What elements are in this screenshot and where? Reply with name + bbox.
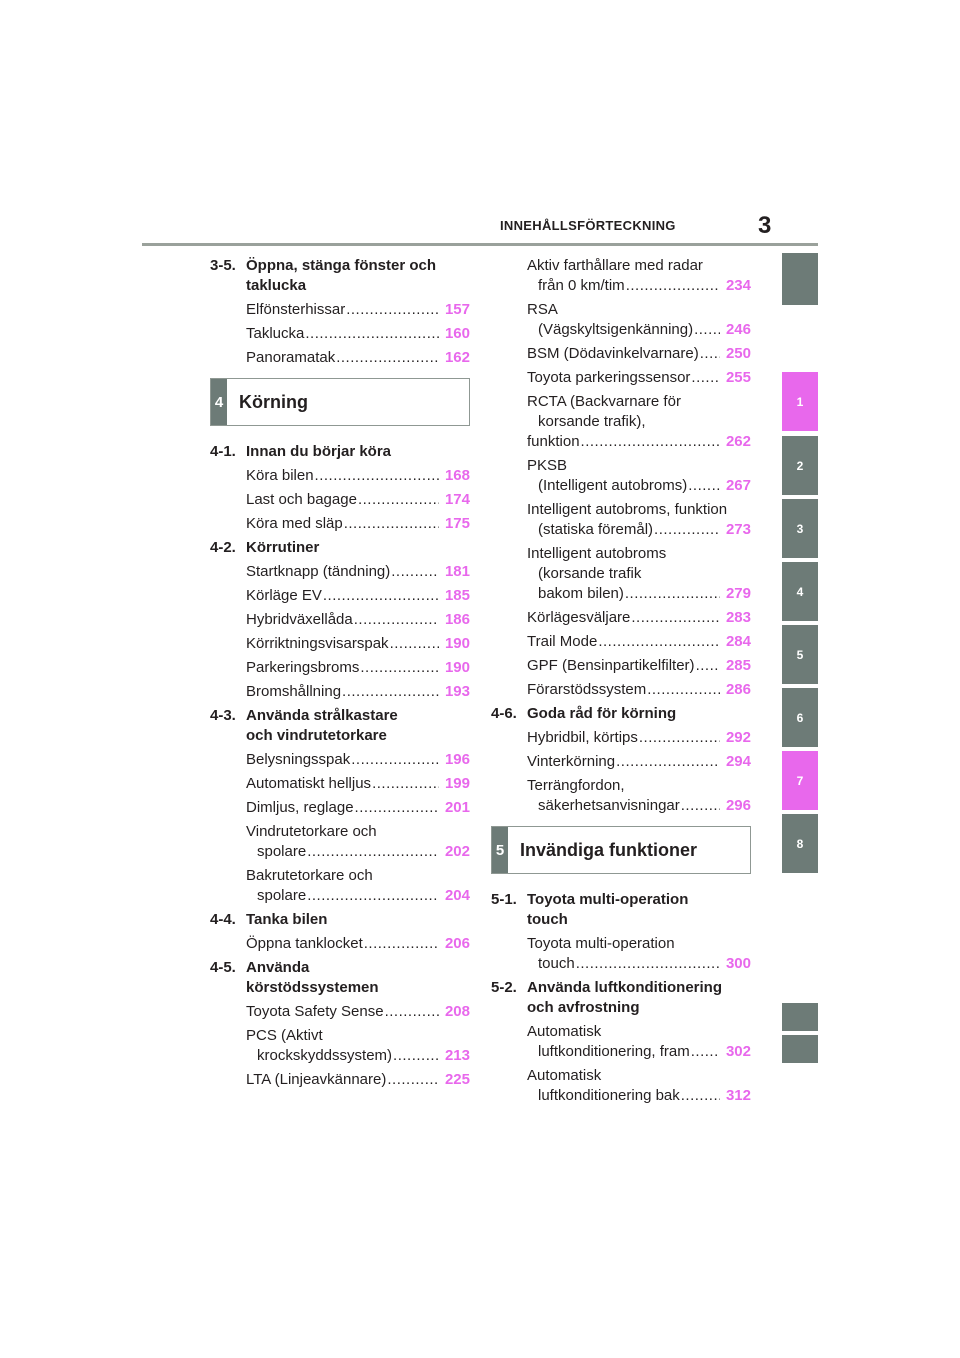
side-tab-blank-top[interactable] [782,253,818,305]
entry-line [527,432,751,452]
entry-text: Förarstödssystem [527,681,647,698]
page-ref: 157 [444,301,470,318]
entry-line [246,490,470,510]
dot-leader [393,1046,439,1066]
entry-line [527,1086,751,1106]
dot-leader [647,680,720,700]
page-ref: 190 [444,635,470,652]
entry-line [527,680,751,700]
page-ref: 193 [444,683,470,700]
page-ref: 302 [725,1043,751,1060]
entry-text: Toyota parkeringssensor [527,369,691,386]
entry-line [246,774,470,794]
dot-leader [691,1042,720,1062]
chapter-number: 5 [492,827,508,873]
toc-entry[interactable] [491,1066,751,1106]
entry-line [527,584,751,604]
dot-leader [616,752,720,772]
entry-text: Goda råd för körning [527,705,677,722]
dot-leader [576,954,720,974]
entry-text: från 0 km/tim [538,277,625,294]
toc-entry[interactable] [491,608,751,628]
toc-entry[interactable] [491,544,751,604]
dot-leader [323,586,439,606]
entry-text: bakom bilen) [538,585,624,602]
page-ref: 174 [444,491,470,508]
page-ref: 186 [444,611,470,628]
entry-text: (Vägskyltsigenkänning) [538,321,694,338]
entry-line [246,750,470,770]
entry-text: Innan du börjar köra [246,443,392,460]
section-heading [210,706,470,746]
entry-text: Automatisk [527,1023,602,1040]
dot-leader [307,886,439,906]
dot-leader [581,432,720,452]
entry-text: Vinterkörning [527,753,616,770]
section-heading [491,704,751,724]
entry-text: (statiska föremål) [538,521,654,538]
entry-text: LTA (Linjeavkännare) [246,1071,387,1088]
entry-text: spolare [257,843,307,860]
entry-text: Taklucka [246,325,305,342]
entry-line [246,634,470,654]
page-ref: 312 [725,1087,751,1104]
page-ref: 175 [444,515,470,532]
dot-leader [598,632,720,652]
entry-text: Körriktningsvisarspak [246,635,389,652]
dot-leader [351,750,439,770]
entry-line [527,1042,751,1062]
toc-entry[interactable] [491,728,751,748]
dot-leader [372,774,439,794]
dot-leader [387,1070,439,1090]
page-number: 3 [758,212,772,239]
side-tab-8[interactable]: 8 [782,814,818,873]
dot-leader [385,1002,439,1022]
toc-entry[interactable] [210,610,470,630]
entry-text: spolare [257,887,307,904]
page-ref: 255 [725,369,751,386]
page-ref: 285 [725,657,751,674]
entry-text: Köra med släp [246,515,343,532]
entry-text: Terrängfordon, [527,777,625,794]
page-ref: 199 [444,775,470,792]
toc-entry[interactable] [210,774,470,794]
entry-line [527,752,751,772]
page-ref: 201 [444,799,470,816]
entry-text: Startknapp (tändning) [246,563,391,580]
toc-entry[interactable] [491,500,751,540]
dot-leader [355,798,439,818]
page-ref: 160 [444,325,470,342]
dot-leader [342,682,439,702]
toc-entry[interactable] [210,634,470,654]
page-ref: 267 [725,477,751,494]
page-ref: 206 [444,935,470,952]
toc-entry[interactable] [210,822,470,862]
dot-leader [681,1086,720,1106]
entry-text: Körläge EV [246,587,322,604]
dot-leader [360,658,439,678]
entry-text: Toyota multi-operation [527,891,689,908]
entry-text: Intelligent autobroms [527,545,667,562]
toc-entry[interactable] [491,656,751,676]
entry-text: Hybridväxellåda [246,611,353,628]
dot-leader [364,934,439,954]
entry-line [246,1046,470,1066]
entry-text: RCTA (Backvarnare för [527,393,681,410]
section-heading [210,442,470,462]
section-number: 5-1. [491,891,517,908]
entry-text: PKSB [527,457,568,474]
entry-line [246,300,470,320]
entry-line [246,466,470,486]
entry-line [246,610,470,630]
entry-text: och vindrutetorkare [246,727,387,744]
entry-text: Belysningsspak [246,751,351,768]
entry-text: Elfönsterhissar [246,301,346,318]
toc-column-left [210,252,470,1090]
entry-text: luftkonditionering, fram [538,1043,690,1060]
toc-entry[interactable] [210,658,470,678]
entry-text: Bromshållning [246,683,342,700]
section-heading [210,256,470,296]
chapter-heading-5[interactable] [491,826,751,874]
toc-entry[interactable] [491,392,751,452]
page-ref: 262 [725,433,751,450]
toc-entry[interactable] [210,934,470,954]
toc-entry[interactable] [491,344,751,364]
section-heading [491,890,751,930]
page-ref: 296 [725,797,751,814]
toc-entry[interactable] [210,750,470,770]
entry-text: Körrutiner [246,539,320,556]
dot-leader [354,610,439,630]
entry-line [246,934,470,954]
entry-text: Vindrutetorkare och [246,823,377,840]
toc-entry[interactable] [491,752,751,772]
entry-text: Toyota multi-operation [527,935,675,952]
page-ref: 273 [725,521,751,538]
dot-leader [346,300,439,320]
entry-text: Parkeringsbroms [246,659,360,676]
entry-line [246,586,470,606]
page-ref: 283 [725,609,751,626]
side-tab-4[interactable]: 4 [782,562,818,621]
toc-entry[interactable] [210,1070,470,1090]
entry-text: Intelligent autobroms, funktion [527,501,728,518]
entry-text: Automatisk [527,1067,602,1084]
page-ref: 190 [444,659,470,676]
header-title: INNEHÅLLSFÖRTECKNING [500,218,676,233]
toc-entry[interactable] [210,1026,470,1066]
entry-line [246,348,470,368]
toc-entry[interactable] [210,300,470,320]
toc-entry[interactable] [210,466,470,486]
entry-text: GPF (Bensinpartikelfilter) [527,657,695,674]
entry-line [246,886,470,906]
page-ref: 234 [725,277,751,294]
toc-entry[interactable] [210,586,470,606]
dot-leader [631,608,720,628]
section-heading [210,958,470,998]
toc-entry[interactable] [210,348,470,368]
page-ref: 300 [725,955,751,972]
toc-entry[interactable] [491,256,751,296]
entry-line [527,476,751,496]
page-ref: 168 [444,467,470,484]
toc-entry[interactable] [491,300,751,340]
entry-text: Dimljus, reglage [246,799,354,816]
entry-text: Använda luftkonditionering [527,979,722,996]
toc-entry[interactable] [491,680,751,700]
toc-entry[interactable] [491,456,751,496]
page-ref: 204 [444,887,470,904]
toc-entry[interactable] [210,514,470,534]
dot-leader [391,562,439,582]
toc-entry[interactable] [210,562,470,582]
dot-leader [626,276,720,296]
entry-text: (korsande trafik [538,565,642,582]
entry-text: korsande trafik), [538,413,646,430]
toc-entry[interactable] [491,1022,751,1062]
page-ref: 246 [725,321,751,338]
dot-leader [694,320,720,340]
page-ref: 294 [725,753,751,770]
entry-text: Tanka bilen [246,911,328,928]
section-number: 4-2. [210,539,236,556]
entry-line [527,368,751,388]
entry-text: RSA [527,301,558,318]
entry-line [527,656,751,676]
chapter-heading-4[interactable] [210,378,470,426]
page-ref: 292 [725,729,751,746]
toc-entry[interactable] [210,324,470,344]
entry-line [527,320,751,340]
toc-entry[interactable] [491,632,751,652]
page-ref: 250 [725,345,751,362]
dot-leader [390,634,439,654]
section-heading [210,910,470,930]
entry-text: Automatiskt helljus [246,775,372,792]
entry-line [246,658,470,678]
side-tab-index-2[interactable] [782,1035,818,1063]
section-number: 4-5. [210,959,236,976]
dot-leader [700,344,720,364]
dot-leader [639,728,720,748]
entry-text: PCS (Aktivt [246,1027,323,1044]
entry-text: Aktiv farthållare med radar [527,257,703,274]
entry-text: Last och bagage [246,491,357,508]
entry-line [246,1070,470,1090]
entry-line [527,728,751,748]
toc-entry[interactable] [491,368,751,388]
chapter-number: 4 [211,379,227,425]
toc-entry[interactable] [491,776,751,816]
dot-leader [358,490,439,510]
dot-leader [305,324,439,344]
entry-text: Trail Mode [527,633,598,650]
entry-line [527,276,751,296]
dot-leader [625,584,720,604]
entry-line [527,954,751,974]
entry-text: touch [527,911,568,928]
entry-text: och avfrostning [527,999,640,1016]
dot-leader [688,476,720,496]
dot-leader [344,514,439,534]
entry-line [527,632,751,652]
entry-line [246,514,470,534]
section-number: 4-3. [210,707,236,724]
side-tab-index-1[interactable] [782,1003,818,1031]
toc-entry[interactable] [210,490,470,510]
dot-leader [691,368,720,388]
entry-line [246,1002,470,1022]
entry-text: Toyota Safety Sense [246,1003,384,1020]
page-ref: 162 [444,349,470,366]
entry-text: luftkonditionering bak [538,1087,680,1104]
entry-text: körstödssystemen [246,979,379,996]
section-heading [210,538,470,558]
dot-leader [315,466,439,486]
entry-text: Körlägesväljare [527,609,631,626]
toc-entry[interactable] [210,682,470,702]
entry-text: Bakrutetorkare och [246,867,373,884]
side-tab-6[interactable]: 6 [782,688,818,747]
entry-line [246,682,470,702]
entry-text: taklucka [246,277,307,294]
side-tab-5[interactable]: 5 [782,625,818,684]
entry-text: (Intelligent autobroms) [538,477,688,494]
entry-text: Använda strålkastare [246,707,398,724]
page-ref: 196 [444,751,470,768]
toc-entry[interactable] [210,866,470,906]
header-divider [142,243,818,246]
page-ref: 208 [444,1003,470,1020]
page-ref: 202 [444,843,470,860]
entry-text: Panoramatak [246,349,336,366]
side-tab-7[interactable]: 7 [782,751,818,810]
dot-leader [307,842,439,862]
page-ref: 181 [444,563,470,580]
entry-text: Öppna tanklocket [246,935,363,952]
page-ref: 225 [444,1071,470,1088]
entry-text: Hybridbil, körtips [527,729,638,746]
section-number: 4-1. [210,443,236,460]
entry-text: BSM (Dödavinkelvarnare) [527,345,699,362]
toc-column-right [491,252,751,1106]
entry-text: Köra bilen [246,467,314,484]
toc-entry[interactable] [210,798,470,818]
chapter-title: Invändiga funktioner [520,839,698,860]
entry-text: touch [538,955,575,972]
dot-leader [696,656,720,676]
entry-text: krockskyddssystem) [257,1047,393,1064]
chapter-title: Körning [239,391,308,412]
dot-leader [336,348,439,368]
page-ref: 213 [444,1047,470,1064]
entry-line [246,842,470,862]
toc-entry[interactable] [210,1002,470,1022]
page-ref: 284 [725,633,751,650]
page-ref: 286 [725,681,751,698]
dot-leader [654,520,720,540]
entry-line [246,798,470,818]
entry-text: funktion [527,433,580,450]
side-tab-1[interactable]: 1 [782,372,818,431]
section-heading [491,978,751,1018]
entry-line [246,324,470,344]
section-number: 5-2. [491,979,517,996]
entry-line [527,344,751,364]
toc-entry[interactable] [491,934,751,974]
entry-line [527,520,751,540]
side-tab-2[interactable]: 2 [782,436,818,495]
entry-line [527,796,751,816]
entry-text: Öppna, stänga fönster och [246,257,437,274]
entry-text: säkerhetsanvisningar [538,797,680,814]
dot-leader [681,796,720,816]
section-number: 4-6. [491,705,517,722]
side-tab-3[interactable]: 3 [782,499,818,558]
entry-text: Använda [246,959,310,976]
entry-line [246,562,470,582]
section-number: 3-5. [210,257,236,274]
section-number: 4-4. [210,911,236,928]
entry-line [527,608,751,628]
page-ref: 185 [444,587,470,604]
page-ref: 279 [725,585,751,602]
